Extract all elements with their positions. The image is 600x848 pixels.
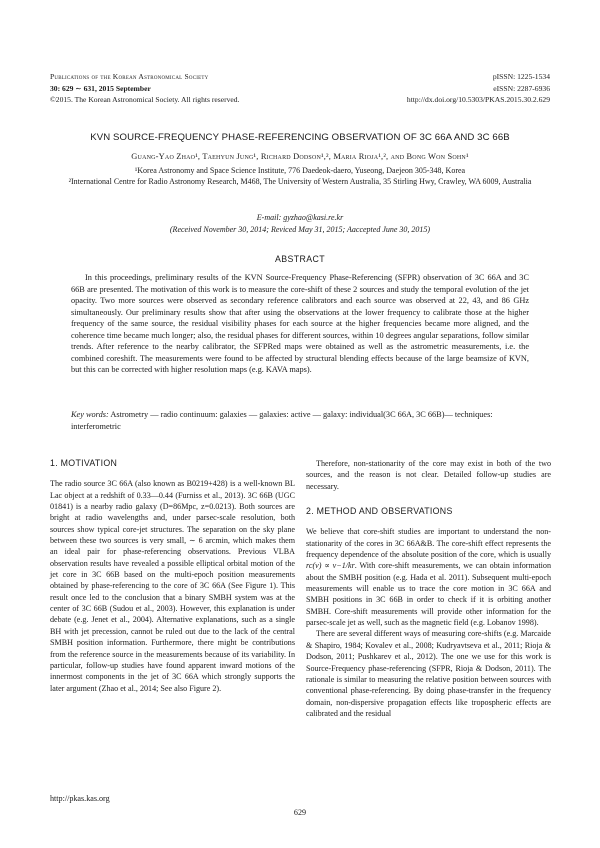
abstract-heading: ABSTRACT bbox=[274, 254, 326, 264]
right-column bbox=[306, 458, 551, 719]
author-list: Guang-Yao Zhao¹, Taehyun Jung¹, Richard Dodson¹,², Maria Rioja¹,², and Bong Won Sohn¹ bbox=[131, 152, 469, 161]
eissn: eISSN: 2287-6936 bbox=[493, 83, 550, 93]
affiliations bbox=[40, 165, 560, 188]
paper-title: KVN SOURCE-FREQUENCY PHASE-REFERENCING OBSERVATION OF 3C 66A AND 3C 66B bbox=[90, 132, 510, 143]
affiliation-1: ¹Korea Astronomy and Space Science Institute, 776 Daedeok-daero, Yuseong, Daejeon 305-348, Korea bbox=[134, 166, 466, 175]
issn-header bbox=[407, 71, 550, 106]
journal-name: Publications of the Korean Astronomical Society bbox=[50, 72, 209, 81]
doi-link[interactable]: http://dx.doi.org/10.5303/PKAS.2015.30.2.629 bbox=[406, 95, 550, 105]
email-line: E-mail: gyzhao@kasi.re.kr bbox=[256, 213, 344, 222]
copyright-line: ©2015. The Korean Astronomical Society. All rights reserved. bbox=[50, 95, 240, 105]
keywords-text: Astrometry — radio continuum: galaxies — galaxies: active — galaxy: individual(3C 66A, 3C 66B)— techniques: interferometric bbox=[71, 410, 493, 431]
received-dates: (Received November 30, 2014; Reviced May 31, 2015; Aaccepted June 30, 2015) bbox=[169, 225, 431, 234]
motivation-continued: Therefore, non-stationarity of the core may exist in both of the two sources, and the reason is not clear. Detailed follow-up studies are necessary. bbox=[306, 459, 551, 491]
coreshift-formula: rc(ν) ∝ ν−1/kr bbox=[306, 561, 355, 571]
abstract-text: In this proceedings, preliminary results of the KVN Source-Frequency Phase-Referencing (SFPR) observation of 3C 66A and 3C 66B are presented. The motivation of this work is to measure the core-shift of these 2 sources and study the temporal evolution of the jet opacity. Two more sources were observed as secondary reference calibrators and each source was observed at 22, 43, and 86 GHz simultaneously. Our preliminary results show that after using the observations at the lower frequency to calibrate those at the higher frequency of the same source, the residual visibility phases for each source at the higher frequencies became more aligned, and the coherence time became much longer; also, the residual phases for different sources, within 10 degrees angular separations, follow similar trends. After reference to the nearby calibrator, the SFPRed maps were obtained as well as the astrometric measurements, i.e. the combined coreshift. The measurements were found to be affected by structural blending effects because of the large beamsize of KVN, but this can be corrected with higher resolution maps (e.g. KAVA maps). bbox=[71, 273, 529, 375]
pissn: pISSN: 1225-1534 bbox=[492, 72, 550, 81]
keywords-label: Key words: bbox=[71, 410, 109, 419]
page-number: 629 bbox=[293, 808, 307, 817]
journal-header bbox=[50, 71, 239, 106]
motivation-paragraph: The radio source 3C 66A (also known as B0219+428) is a well-known BL Lac object at a redshift of 0.33—0.44 (Furniss et al., 2013). 3C 66B (UGC 01841) is a nearby radio galaxy (D=86Mpc, z=0.0213). Both sources are bright at radio wavelengths and, under parsec-scale resolution, both sources show typical core-jet structures. The separation on the sky plane between these two sources is very small, ∼ 6 arcmin, which makes them an ideal pair for phase-referencing observations. Previous VLBA observation results have revealed a possible elliptical orbital motion of the jet core in 3C 66B based on the multi-epoch position measurements obtained by phase-referencing to the core of 3C 66A (See Figure 1). This result once led to the conclusion that a binary SMBH system was at the center of 3C 66B (Sudou et al., 2003). However, this explanation is under debate (e.g. Jenet et al., 2004). Alternative explanations, such as a single BH with jet precession, cannot be ruled out due to the lack of the central SMBH position information. Furthermore, there might be contributions from the reference source in the measurements because of its variability. In particular, follow-up studies have found apparent inward motions of the innermost components in the jet of 3C 66A which strongly supports the later argument (Zhao et al., 2014; See also Figure 2). bbox=[50, 479, 295, 693]
method-paragraph-1 bbox=[306, 526, 551, 628]
volume-line: 30: 629 ∼ 631, 2015 September bbox=[50, 83, 151, 93]
keywords bbox=[71, 409, 529, 432]
left-column bbox=[50, 458, 295, 694]
section-heading-method: 2. METHOD AND OBSERVATIONS bbox=[306, 506, 453, 517]
footer-url[interactable]: http://pkas.kas.org bbox=[50, 794, 110, 803]
method-p1-end: . With core-shift measurements, we can obtain information about the SMBH position (e.g. Hada et al. 2011). Subsequent multi-epoch measurements will enable us to trace the core motion in 3C 66A and SMBH positions in 3C 66B in order to check if it is orbiting another SMBH. Core-shift measurements will provide other information for the parsec-scale jet as well, such as the magnetic field (e.g. Lobanov 1998). bbox=[306, 561, 551, 628]
section-heading-motivation: 1. MOTIVATION bbox=[50, 458, 118, 468]
method-paragraph-2: There are several different ways of measuring core-shifts (e.g. Marcaide & Shapiro, 1984; Kovalev et al., 2008; Kudryavtseva et al., 2011; Rioja & Dodson, 2011; Pushkarev et al., 2012). The one we use for this work is Source-Frequency phase-referencing (SFPR, Rioja & Dodson, 2011). The rationale is similar to measuring the relative position between sources with conventional phase-referencing. By doing phase-transfer in the frequency domain, non-dispersive propagation effects like tropospheric effects are calibrated and the residual bbox=[306, 629, 551, 718]
method-p1-start: We believe that core-shift studies are important to understand the non-stationarity of the cores in 3C 66A&B. The core-shift effect represents the frequency dependence of the absolute position of the core, which is usually bbox=[306, 527, 551, 560]
affiliation-2: ²International Centre for Radio Astronomy Research, M468, The University of Western Australia, 35 Stirling Hwy, Crawley, WA 6009, Australia bbox=[68, 177, 532, 187]
